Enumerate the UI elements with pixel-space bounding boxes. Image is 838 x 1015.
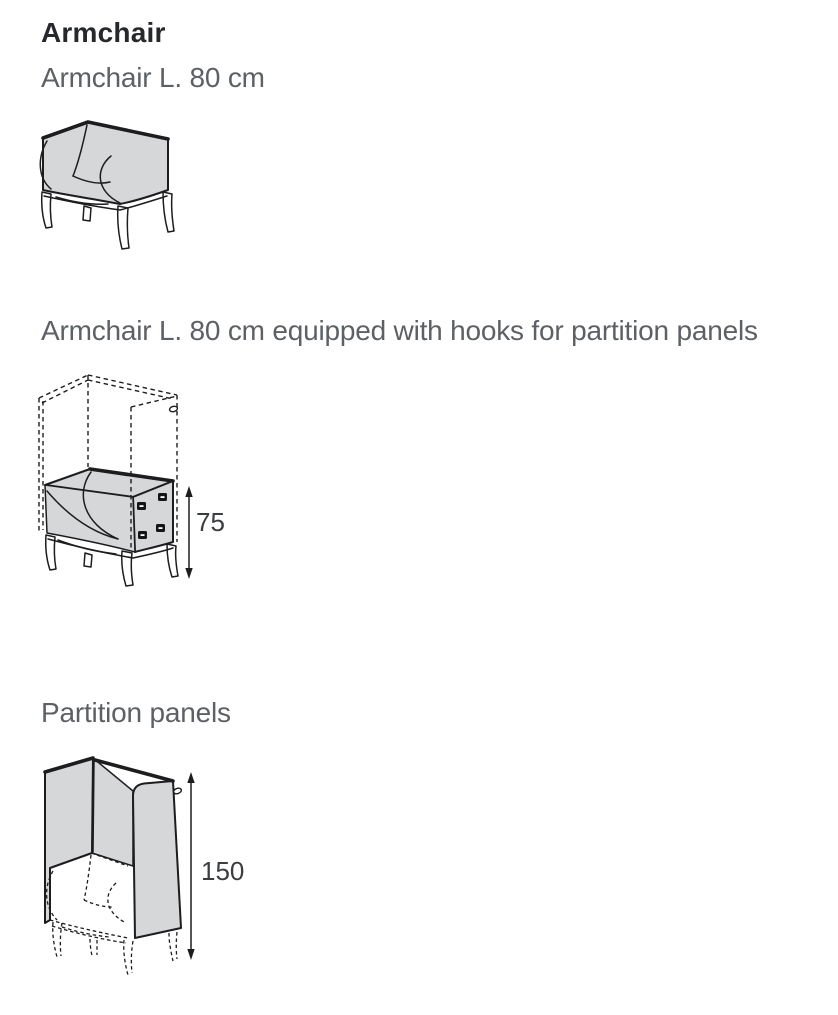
front-right-leg [118, 206, 129, 249]
armchair-with-hooks-drawing [34, 372, 198, 590]
right-arm-seam [108, 883, 126, 923]
partition-panels-drawing [40, 752, 200, 980]
chair-shell [40, 122, 168, 204]
page-title: Armchair [41, 17, 166, 48]
section-heading-armchair-80: Armchair L. 80 cm [41, 62, 265, 93]
inner-rail [62, 927, 110, 937]
back-panel-face [45, 758, 93, 923]
rear-right-leg [169, 933, 173, 961]
section-heading-armchair-80-hooks: Armchair L. 80 cm equipped with hooks for partition panels [41, 315, 758, 346]
side-panel-front-face [133, 781, 181, 938]
dimension-label-75: 75 [196, 507, 225, 537]
partition-panels-solid [45, 758, 182, 938]
center-leg [84, 553, 92, 567]
dimension-arrow-icon [185, 486, 192, 579]
dimension-arrow-icon [187, 772, 194, 960]
front-right-leg [124, 940, 128, 975]
back-seam [84, 855, 91, 900]
section-heading-partition-panels: Partition panels [41, 697, 231, 728]
center-leg [83, 206, 91, 221]
chair-shell [45, 469, 173, 552]
center-leg [90, 939, 92, 956]
side-panel-inner-face [92, 758, 133, 866]
panel-corner-seam [93, 759, 94, 852]
rear-right-leg [163, 192, 174, 232]
dimension-label-150: 150 [201, 856, 245, 886]
armchair-line-drawing [36, 116, 178, 256]
